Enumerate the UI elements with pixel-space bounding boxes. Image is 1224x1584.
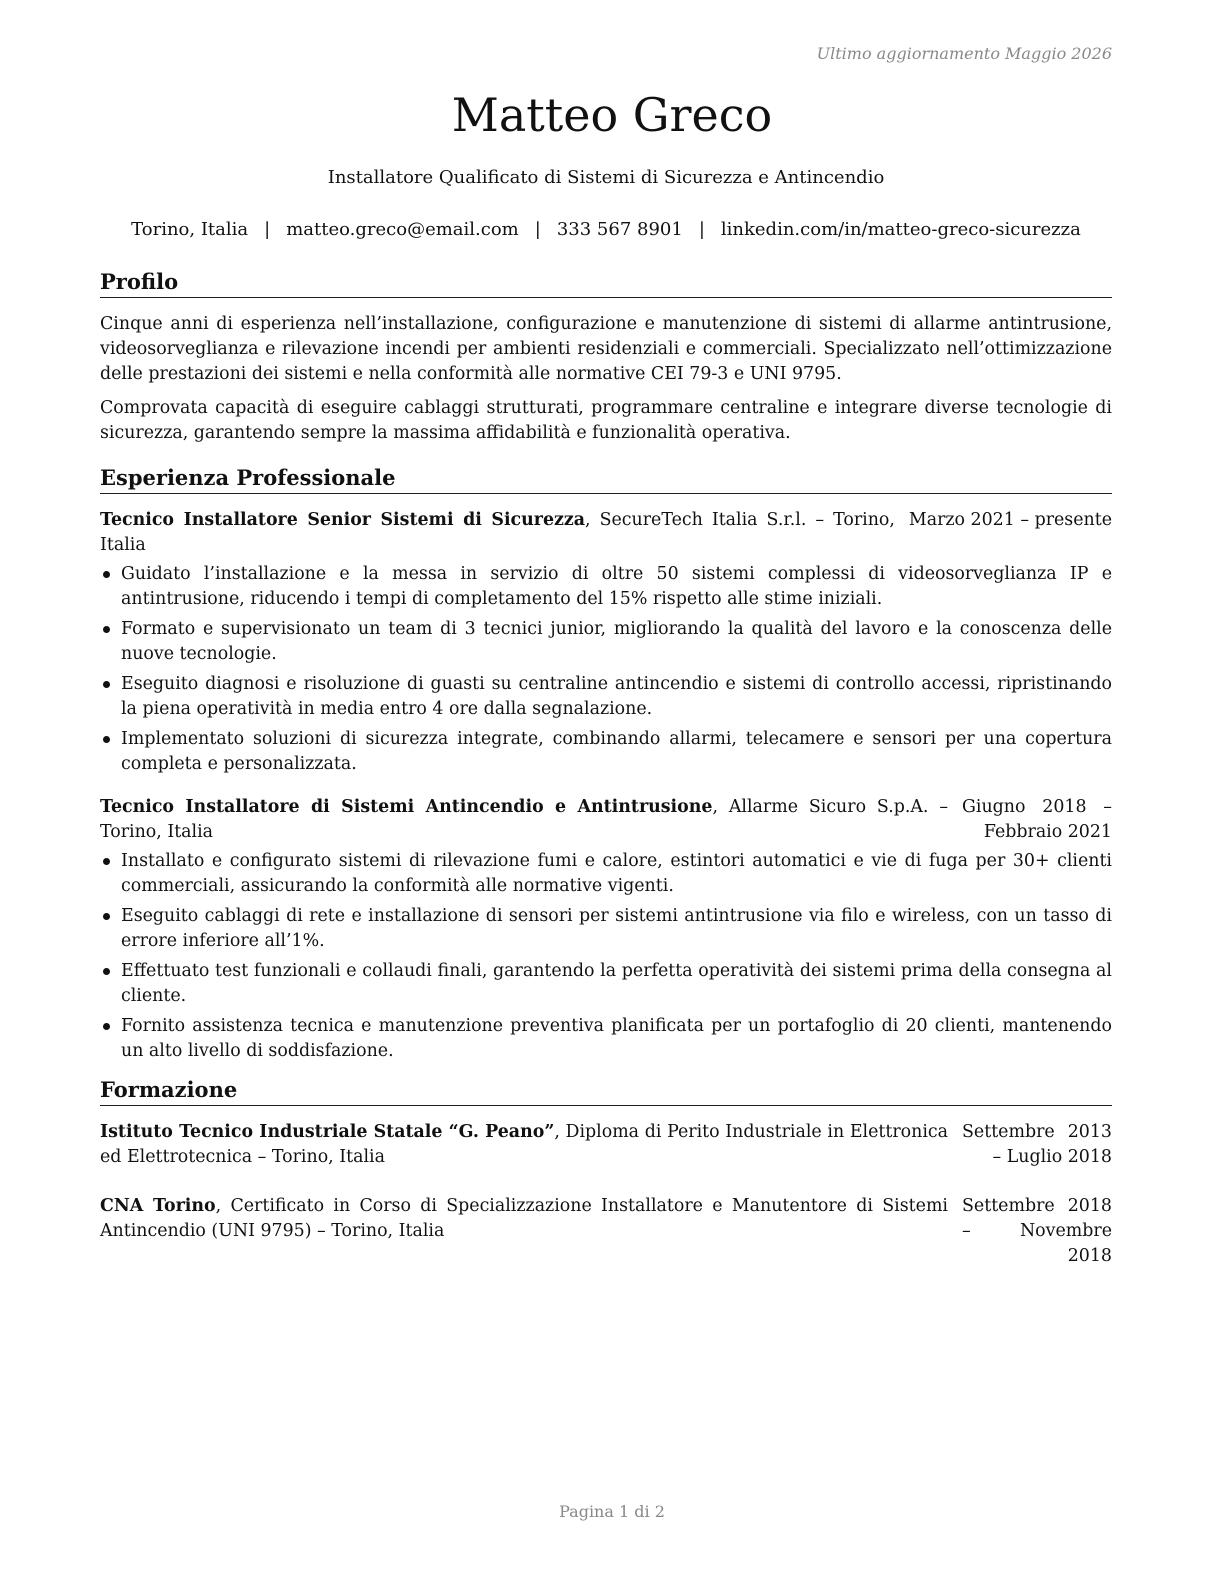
profile-paragraph: Comprovata capacità di eseguire cablaggi strutturati, programmare centraline e integrare diverse tecnologie di sicurezza, garantendo sempre la massima affidabilità e funzionalità operativa.	[100, 398, 1112, 443]
job-company: , Allarme Sicuro S.p.A. – Torino, Italia	[100, 797, 949, 842]
candidate-name: Matteo Greco	[451, 88, 773, 142]
job-entry	[100, 795, 1112, 1064]
section-title-profile: Profilo	[100, 268, 1112, 298]
last-updated-note: Ultimo aggiornamento Maggio 2026	[816, 44, 1112, 63]
job-dates: Giugno 2018 – Febbraio 2021	[962, 797, 1112, 842]
profile-paragraph: Cinque anni di esperienza nell’installazione, configurazione e manutenzione di sistemi di allarme antintrusione, videosorveglianza e rilevazione incendi per ambienti residenziali e commerciali. Specializzato nell’ottimizzazione delle prestazioni dei sistemi e nella conformità alle normative CEI 79-3 e UNI 9795.	[100, 314, 1112, 384]
job-header	[100, 508, 1112, 558]
job-company: , SecureTech Italia S.r.l. – Torino, Italia	[100, 510, 895, 555]
contact-line	[0, 219, 1212, 240]
resume-body	[100, 268, 1112, 1269]
contact-linkedin[interactable]: linkedin.com/in/matteo-greco-sicurezza	[720, 219, 1081, 240]
education-detail: , Diploma di Perito Industriale in Elettronica ed Elettrotecnica – Torino, Italia	[100, 1122, 948, 1167]
job-role: Tecnico Installatore Senior Sistemi di Sicurezza	[100, 510, 586, 530]
candidate-headline: Installatore Qualificato di Sistemi di Sicurezza e Antincendio	[327, 167, 885, 188]
job-bullets	[100, 849, 1112, 1064]
list-item: Installato e configurato sistemi di rilevazione fumi e calore, estintori automatici e vie di fuga per 30+ clienti commerciali, assicurando la conformità alle normative vigenti.	[100, 849, 1112, 899]
contact-phone: 333 567 8901	[556, 219, 683, 240]
contact-separator: |	[264, 219, 271, 240]
section-title-experience: Esperienza Professionale	[100, 464, 1112, 494]
job-header	[100, 795, 1112, 845]
list-item: Effettuato test funzionali e collaudi finali, garantendo la perfetta operatività dei sistemi prima della consegna al cliente.	[100, 959, 1112, 1009]
list-item: Guidato l’installazione e la messa in servizio di oltre 50 sistemi complessi di videosorveglianza IP e antintrusione, riducendo i tempi di completamento del 15% rispetto alle stime iniziali.	[100, 562, 1112, 612]
education-dates: Settembre 2013 – Luglio 2018	[962, 1122, 1112, 1167]
contact-email[interactable]: matteo.greco@email.com	[286, 219, 519, 240]
education-dates: Settembre 2018 – Novembre 2018	[962, 1196, 1112, 1266]
page-number: Pagina 1 di 2	[559, 1502, 665, 1521]
list-item: Formato e supervisionato un team di 3 tecnici junior, migliorando la qualità del lavoro e la conoscenza delle nuove tecnologie.	[100, 617, 1112, 667]
contact-separator: |	[534, 219, 541, 240]
education-school: Istituto Tecnico Industriale Statale “G. Peano”	[100, 1122, 555, 1142]
list-item: Eseguito cablaggi di rete e installazione di sensori per sistemi antintrusione via filo e wireless, con un tasso di errore inferiore all’1%.	[100, 904, 1112, 954]
job-entry	[100, 508, 1112, 777]
job-role: Tecnico Installatore di Sistemi Antincendio e Antintrusione	[100, 797, 713, 817]
job-dates: Marzo 2021 – presente	[908, 510, 1112, 530]
contact-location: Torino, Italia	[131, 219, 249, 240]
list-item: Implementato soluzioni di sicurezza integrate, combinando allarmi, telecamere e sensori per una copertura completa e personalizzata.	[100, 727, 1112, 777]
contact-separator: |	[698, 219, 705, 240]
education-detail: , Certificato in Corso di Specializzazione Installatore e Manutentore di Sistemi Antincendio (UNI 9795) – Torino, Italia	[100, 1196, 948, 1241]
education-entry	[100, 1120, 1112, 1170]
section-title-education: Formazione	[100, 1076, 1112, 1106]
education-school: CNA Torino	[100, 1196, 216, 1216]
education-entry	[100, 1194, 1112, 1269]
list-item: Eseguito diagnosi e risoluzione di guasti su centraline antincendio e sistemi di controllo accessi, ripristinando la piena operatività in media entro 4 ore dalla segnalazione.	[100, 672, 1112, 722]
list-item: Fornito assistenza tecnica e manutenzione preventiva planificata per un portafoglio di 20 clienti, mantenendo un alto livello di soddisfazione.	[100, 1014, 1112, 1064]
job-bullets	[100, 562, 1112, 777]
